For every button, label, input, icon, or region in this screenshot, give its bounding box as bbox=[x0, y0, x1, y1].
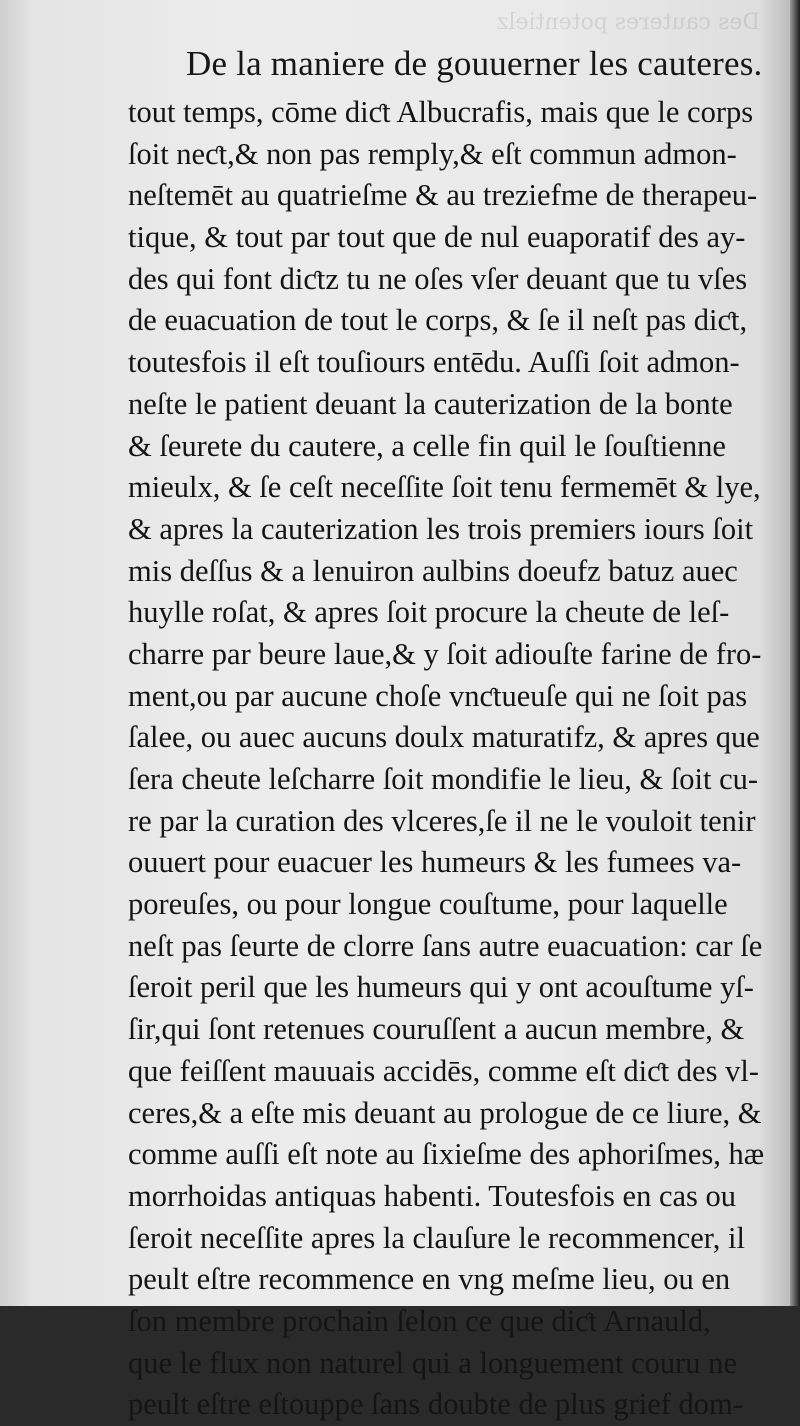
text-line: ſoit neƈt,& non pas remply,& eſt commun admon- bbox=[128, 136, 737, 171]
text-line: & apres la cauterization les trois premiers iours ſoit bbox=[128, 511, 754, 546]
text-line: ment,ou par aucune choſe vnƈtueuſe qui ne ſoit pas bbox=[128, 678, 748, 713]
text-line: ſeroit peril que les humeurs qui y ont acouſtume yſ- bbox=[128, 970, 754, 1005]
page-edge-shadow bbox=[790, 0, 800, 1306]
text-line: re par la curation des vlceres,ſe il ne le vouloit tenir bbox=[128, 803, 756, 838]
text-line: ſalee, ou auec aucuns doulx maturatifz, & apres que bbox=[128, 720, 760, 755]
text-line: ceres,& a eſte mis deuant au prologue de ce liure, & bbox=[128, 1095, 762, 1130]
text-line: comme auſſi eſt note au ſixieſme des aphoriſmes, hæ bbox=[128, 1137, 765, 1172]
text-line: de euacuation de tout le corps, & ſe il neſt pas diƈt, bbox=[128, 303, 748, 338]
text-line: charre par beure laue,& y ſoit adiouſte farine de fro- bbox=[128, 636, 762, 671]
text-line: huylle roſat, & apres ſoit procure la cheute de leſ- bbox=[128, 595, 730, 630]
text-line: ſir,qui ſont retenues couruſſent a aucun membre, & bbox=[128, 1012, 745, 1047]
text-line: tique, & tout par tout que de nul euaporatif des ay- bbox=[128, 220, 746, 255]
text-line: morrhoidas antiquas habenti. Toutesfois en cas ou bbox=[128, 1178, 737, 1213]
text-line: ſera cheute leſcharre ſoit mondifie le lieu, & ſoit cu- bbox=[128, 762, 759, 796]
running-head: De la maniere de gouuerner les cauteres. bbox=[186, 44, 763, 83]
body-text bbox=[128, 92, 768, 1426]
text-line: que le flux non naturel qui a longuement couru ne bbox=[128, 1345, 737, 1380]
text-line: que feiſſent mauuais accidēs, comme eſt diƈt des vl- bbox=[128, 1053, 759, 1088]
text-line: ouuert pour euacuer les humeurs & les fumees va- bbox=[128, 845, 742, 880]
text-line: toutesfois il eſt touſiours entēdu. Auſſi ſoit admon- bbox=[128, 345, 740, 380]
bleed-through-text: Des cauteres potentielz bbox=[496, 10, 760, 35]
text-line: peult eſtre recommence en vng meſme lieu, ou en bbox=[128, 1262, 731, 1297]
text-line: poreuſes, ou pour longue couſtume, pour laquelle bbox=[128, 887, 728, 922]
text-line: neſte le patient deuant la cauterization de la bonte bbox=[128, 386, 733, 421]
text-line: ſon membre prochain ſelon ce que diƈt Arnauld, bbox=[128, 1303, 711, 1338]
text-line: tout temps, cōme diƈt Albucrafis, mais que le corps bbox=[128, 95, 754, 129]
text-line: peult eſtre eſtouppe ſans doubte de plus grief dom- bbox=[128, 1387, 743, 1422]
text-line: neſt pas ſeurte de clorre ſans autre euacuation: car ſe bbox=[128, 928, 763, 963]
text-line: mieulx, & ſe ceſt neceſſite ſoit tenu fermemēt & lye, bbox=[128, 470, 761, 505]
text-line: ſeroit neceſſite apres la clauſure le recommencer, il bbox=[128, 1220, 745, 1255]
text-line: des qui font diƈtz tu ne oſes vſer deuant que tu vſes bbox=[128, 261, 748, 296]
text-line: mis deſſus & a lenuiron aulbins doeufz batuz auec bbox=[128, 553, 738, 588]
text-line: neſtemēt au quatrieſme & au treziefme de therapeu- bbox=[128, 178, 758, 213]
text-line: & ſeurete du cautere, a celle fin quil le ſouſtienne bbox=[128, 428, 726, 463]
